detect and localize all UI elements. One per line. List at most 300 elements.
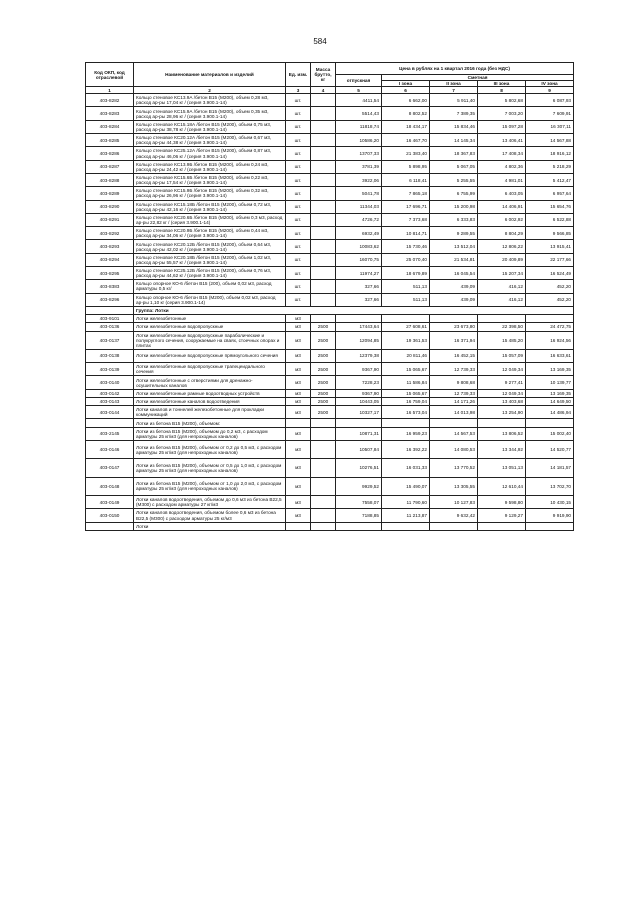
cell-zone-2-price: 14 567,53 <box>430 427 478 440</box>
cell-code: 403-8289 <box>86 187 134 200</box>
cell-zone-4-price: 18 916,12 <box>526 147 574 160</box>
table-row <box>86 349 574 362</box>
cell-zone-2-price: 5 255,55 <box>430 173 478 186</box>
cell-mass <box>311 227 336 240</box>
cell-zone-2-price: 21 534,81 <box>430 253 478 266</box>
cell-zone-1-price: 16 031,33 <box>382 459 430 477</box>
cell-code: 403-8290 <box>86 200 134 213</box>
cell-mass <box>311 134 336 147</box>
cell-unit: шт. <box>286 147 311 160</box>
cell-zone-3-price: 13 406,41 <box>478 134 526 147</box>
table-row <box>86 134 574 147</box>
cell-code: 403-8294 <box>86 253 134 266</box>
cell-release-price: 5514,43 <box>336 107 382 120</box>
group-title: Группа: Лотки <box>134 306 574 314</box>
cell-unit: шт. <box>286 94 311 107</box>
cell-zone-4-price: 5 218,29 <box>526 160 574 173</box>
cell-zone-3-price: 13 806,52 <box>478 427 526 440</box>
cell-name: Лотки железобетонные водопропускные прямоугольного сечения <box>134 349 286 362</box>
cell-release-price: 327,66 <box>336 293 382 306</box>
cell-zone-2-price <box>430 315 478 323</box>
column-index: 4 <box>311 87 336 94</box>
cell-unit: шт. <box>286 120 311 133</box>
cell-zone-2-price: 15 200,98 <box>430 200 478 213</box>
cell-name: Кольцо стеновое КС25.12Б /бетон В15 (М200), объем 0,76 м3, расход ар-ры 44,62 кг / (серия 3.900.1-14) <box>134 267 286 280</box>
cell-release-price: 10443,05 <box>336 397 382 405</box>
cell-name: Кольцо стеновое КС20.12Б /бетон В15 (М200), объем 0,64 м3, расход ар-ры 42,02 кг / (серия 3.900.1-14) <box>134 240 286 253</box>
cell-zone-3-price: 12 806,22 <box>478 240 526 253</box>
cell-zone-2-price <box>430 419 478 427</box>
cell-mass <box>311 200 336 213</box>
cell-zone-3-price: 15 485,20 <box>478 331 526 349</box>
cell-zone-1-price: 16 573,04 <box>382 406 430 419</box>
cell-name: Лотки железобетонные рамные водоотводных устройств <box>134 389 286 397</box>
cell-zone-2-price: 16 371,94 <box>430 331 478 349</box>
cell-zone-1-price <box>382 419 430 427</box>
cell-zone-1-price: 18 434,17 <box>382 120 430 133</box>
cell-zone-2-price: 6 333,83 <box>430 213 478 226</box>
cell-zone-1-price <box>382 315 430 323</box>
cell-name: Лотки из бетона В15 (М200), объемом: <box>134 419 286 427</box>
table-row <box>86 227 574 240</box>
table-row <box>86 397 574 405</box>
table-row <box>86 389 574 397</box>
cell-zone-3-price: 6 403,05 <box>478 187 526 200</box>
header-mass: Масса брутто, кг <box>311 63 336 87</box>
cell-release-price: 10586,20 <box>336 134 382 147</box>
cell-zone-2-price: 12 739,33 <box>430 363 478 376</box>
cell-zone-3-price: 15 057,09 <box>478 349 526 362</box>
cell-zone-2-price: 5 067,05 <box>430 160 478 173</box>
cell-unit: шт. <box>286 280 311 293</box>
cell-unit: м3 <box>286 389 311 397</box>
cell-unit: м3 <box>286 406 311 419</box>
cell-zone-3-price: 8 804,29 <box>478 227 526 240</box>
table-row <box>86 419 574 427</box>
cell-unit: шт. <box>286 213 311 226</box>
cell-release-price <box>336 522 382 530</box>
cell-zone-1-price: 6 662,00 <box>382 94 430 107</box>
cell-mass <box>311 293 336 306</box>
cell-code: 403-0136 <box>86 323 134 331</box>
cell-zone-2-price: 12 739,33 <box>430 389 478 397</box>
cell-unit: м3 <box>286 363 311 376</box>
cell-zone-4-price: 9 566,85 <box>526 227 574 240</box>
cell-mass <box>311 267 336 280</box>
cell-name: Лотки железобетонные <box>134 315 286 323</box>
cell-name: Кольцо стеновое КС13.9Б /бетон В15 (М200), объем 0,24 м3, расход ар-ры 24,42 кг / (серия 3.900.1-14) <box>134 160 286 173</box>
cell-unit: шт. <box>286 134 311 147</box>
cell-zone-4-price: 6 522,88 <box>526 213 574 226</box>
header-price-group: Цена в рублях на 1 квартал 2016 года (без НДС) <box>336 63 574 75</box>
cell-code: 403-8286 <box>86 147 134 160</box>
cell-code: 403-0146 <box>86 440 134 458</box>
header-unit: Ед. изм. <box>286 63 311 87</box>
cell-code: 403-8285 <box>86 134 134 147</box>
header-release: отпускная <box>336 75 382 87</box>
cell-code: 403-0150 <box>86 509 134 522</box>
cell-mass <box>311 253 336 266</box>
cell-name: Лотки из бетона В15 (М200), объемом от 1,0 до 2,0 м3, с расходом арматуры 25 кг/м3 (для непроходных каналов) <box>134 477 286 495</box>
cell-name: Лотки железобетонные водопропускные параболические и полукруглого сечения, сооружаемые на сваях, стоечных опорах и плитах <box>134 331 286 349</box>
cell-unit: шт. <box>286 173 311 186</box>
table-row <box>86 315 574 323</box>
cell-zone-4-price: 16 524,49 <box>526 267 574 280</box>
table-row <box>86 323 574 331</box>
cell-mass <box>311 160 336 173</box>
cell-release-price: 10871,31 <box>336 427 382 440</box>
cell-zone-4-price: 9 919,90 <box>526 509 574 522</box>
cell-release-price: 6932,49 <box>336 227 382 240</box>
cell-code: 403-8291 <box>86 213 134 226</box>
cell-unit: шт. <box>286 253 311 266</box>
header-name: Наименование материалов и изделий <box>134 63 286 87</box>
cell-zone-2-price: 14 080,53 <box>430 440 478 458</box>
cell-mass <box>311 477 336 495</box>
cell-mass <box>311 240 336 253</box>
cell-zone-4-price: 13 169,35 <box>526 363 574 376</box>
cell-zone-4-price <box>526 522 574 530</box>
cell-zone-2-price: 16 045,54 <box>430 267 478 280</box>
cell-zone-2-price: 13 305,55 <box>430 477 478 495</box>
cell-release-price <box>336 315 382 323</box>
cell-release-price: 13707,33 <box>336 147 382 160</box>
cell-zone-2-price: 439,09 <box>430 293 478 306</box>
cell-zone-1-price: 18 679,89 <box>382 267 430 280</box>
table-row <box>86 293 574 306</box>
cell-release-price: 12379,38 <box>336 349 382 362</box>
column-index: 5 <box>336 87 382 94</box>
cell-mass: 2500 <box>311 397 336 405</box>
header-zone-4: IV зона <box>526 81 574 87</box>
cell-zone-2-price: 9 632,42 <box>430 509 478 522</box>
table-row <box>86 173 574 186</box>
cell-unit: шт. <box>286 187 311 200</box>
cell-zone-2-price: 10 127,83 <box>430 496 478 509</box>
cell-code: 403-8296 <box>86 293 134 306</box>
cell-zone-4-price: 10 430,15 <box>526 496 574 509</box>
cell-unit: шт. <box>286 267 311 280</box>
cell-unit: м3 <box>286 427 311 440</box>
cell-zone-3-price: 5 802,68 <box>478 94 526 107</box>
cell-zone-1-price: 8 802,52 <box>382 107 430 120</box>
cell-zone-4-price: 5 412,47 <box>526 173 574 186</box>
cell-unit: м3 <box>286 440 311 458</box>
cell-mass <box>311 419 336 427</box>
cell-zone-3-price: 13 051,13 <box>478 459 526 477</box>
cell-zone-2-price: 7 389,35 <box>430 107 478 120</box>
cell-zone-3-price: 12 049,34 <box>478 363 526 376</box>
cell-unit: шт. <box>286 240 311 253</box>
price-table <box>85 62 574 531</box>
cell-mass: 2500 <box>311 331 336 349</box>
cell-zone-3-price: 12 049,34 <box>478 389 526 397</box>
cell-zone-1-price: 19 361,53 <box>382 331 430 349</box>
table-row <box>86 509 574 522</box>
cell-code: 403-8383 <box>86 280 134 293</box>
cell-release-price: 7558,07 <box>336 496 382 509</box>
table-row <box>86 213 574 226</box>
header-zone-2: II зона <box>430 81 478 87</box>
cell-unit: м3 <box>286 323 311 331</box>
table-row <box>86 94 574 107</box>
column-index: 2 <box>134 87 286 94</box>
cell-unit: м3 <box>286 315 311 323</box>
cell-zone-2-price: 14 013,98 <box>430 406 478 419</box>
table-row <box>86 200 574 213</box>
cell-zone-2-price: 13 770,52 <box>430 459 478 477</box>
cell-release-price: 10276,51 <box>336 459 382 477</box>
cell-code: 403-0138 <box>86 349 134 362</box>
cell-release-price: 4726,72 <box>336 213 382 226</box>
table-row <box>86 160 574 173</box>
cell-zone-4-price: 14 649,50 <box>526 397 574 405</box>
cell-zone-4-price: 14 181,57 <box>526 459 574 477</box>
header-zone-3: III зона <box>478 81 526 87</box>
header-estimate: Сметная <box>382 75 574 81</box>
cell-zone-4-price: 15 654,76 <box>526 200 574 213</box>
cell-zone-1-price: 6 118,41 <box>382 173 430 186</box>
cell-zone-3-price: 20 409,89 <box>478 253 526 266</box>
column-index: 9 <box>526 87 574 94</box>
cell-zone-1-price: 16 759,04 <box>382 397 430 405</box>
cell-zone-2-price: 439,09 <box>430 280 478 293</box>
cell-zone-1-price: 511,13 <box>382 280 430 293</box>
cell-zone-2-price <box>430 522 478 530</box>
column-index: 3 <box>286 87 311 94</box>
cell-name: Лотки железобетонные водопропускные трапецеидального сечения <box>134 363 286 376</box>
cell-unit: шт. <box>286 227 311 240</box>
cell-name: Лотки каналов водоотведения, объемом до 0,6 м3 из бетона В22,5 (М300) с расходом арматуры 27 кг/м3 <box>134 496 286 509</box>
cell-code: 403-8295 <box>86 267 134 280</box>
cell-zone-1-price: 11 586,84 <box>382 376 430 389</box>
column-index: 6 <box>382 87 430 94</box>
cell-zone-4-price: 14 520,77 <box>526 440 574 458</box>
cell-zone-3-price: 416,12 <box>478 280 526 293</box>
table-row <box>86 120 574 133</box>
table-row <box>86 496 574 509</box>
cell-code: 403-0149 <box>86 496 134 509</box>
cell-release-price: 9929,52 <box>336 477 382 495</box>
cell-zone-3-price: 9 598,80 <box>478 496 526 509</box>
table-row <box>86 147 574 160</box>
cell-name: Кольцо стеновое КС25.12А /бетон В15 (М200), объем 0,87 м3, расход ар-ры 46,06 кг / (серия 3.900.1-14) <box>134 147 286 160</box>
cell-zone-1-price: 11 790,60 <box>382 496 430 509</box>
table-row <box>86 280 574 293</box>
cell-zone-1-price: 7 865,18 <box>382 187 430 200</box>
table-row <box>86 477 574 495</box>
table-row <box>86 253 574 266</box>
cell-zone-3-price <box>478 315 526 323</box>
cell-zone-4-price: 6 087,93 <box>526 94 574 107</box>
cell-zone-1-price: 511,13 <box>382 293 430 306</box>
cell-name: Кольцо стеновое КС20.6Б /бетон В15 (М200), объем 0,3 м3, расход ар-ры 22,82 кг / (серия 3.900.1-14) <box>134 213 286 226</box>
cell-zone-1-price: 11 213,87 <box>382 509 430 522</box>
cell-mass <box>311 94 336 107</box>
cell-unit <box>286 522 311 530</box>
cell-mass <box>311 440 336 458</box>
cell-zone-1-price: 21 383,40 <box>382 147 430 160</box>
cell-zone-3-price <box>478 522 526 530</box>
column-index-row <box>86 87 574 94</box>
cell-code: 403-0142 <box>86 389 134 397</box>
cell-release-price: 7188,85 <box>336 509 382 522</box>
cell-zone-4-price: 7 609,91 <box>526 107 574 120</box>
cell-zone-1-price: 16 392,22 <box>382 440 430 458</box>
cell-code: 403-0137 <box>86 331 134 349</box>
cell-mass <box>311 496 336 509</box>
cell-zone-2-price: 14 171,26 <box>430 397 478 405</box>
cell-zone-3-price: 6 002,92 <box>478 213 526 226</box>
cell-zone-2-price: 5 911,40 <box>430 94 478 107</box>
cell-unit: м3 <box>286 376 311 389</box>
cell-code: 403-8284 <box>86 120 134 133</box>
column-index: 7 <box>430 87 478 94</box>
cell-zone-1-price: 25 070,40 <box>382 253 430 266</box>
cell-mass: 2500 <box>311 406 336 419</box>
cell-name: Кольцо стеновое КС20.9Б /бетон В15 (М200), объем 0,44 м3, расход ар-ры 34,06 кг / (серия 3.900.1-14) <box>134 227 286 240</box>
cell-zone-1-price: 15 065,67 <box>382 363 430 376</box>
cell-zone-1-price <box>382 522 430 530</box>
cell-name: Кольцо стеновое КС15.6Б /бетон В15 (М200), объем 0,22 м3, расход ар-ры 17,54 кг / (серия 3.900.1-14) <box>134 173 286 186</box>
cell-release-price: 10507,84 <box>336 440 382 458</box>
cell-release-price: 17443,64 <box>336 323 382 331</box>
cell-code: 403-0139 <box>86 363 134 376</box>
cell-unit: шт. <box>286 107 311 120</box>
cell-name: Лотки из бетона В15 (М200), объемом до 0,2 м3, с расходом арматуры 25 кг/м3 (для непроходных каналов) <box>134 427 286 440</box>
cell-code: 403-8282 <box>86 94 134 107</box>
cell-zone-3-price <box>478 419 526 427</box>
cell-code: 403-0148 <box>86 477 134 495</box>
cell-name: Лотки <box>134 522 286 530</box>
cell-zone-3-price: 9 277,41 <box>478 376 526 389</box>
cell-name: Лотки каналов и тоннелей железобетонные для прокладки коммуникаций <box>134 406 286 419</box>
table-body <box>86 94 574 531</box>
page-number: 584 <box>313 37 327 46</box>
cell-mass <box>311 509 336 522</box>
table-row <box>86 427 574 440</box>
cell-name: Лотки железобетонные с отверстиями для дренажно-осушительных каналов <box>134 376 286 389</box>
cell-unit: шт. <box>286 160 311 173</box>
cell-zone-3-price: 4 802,36 <box>478 160 526 173</box>
cell-zone-3-price: 12 610,44 <box>478 477 526 495</box>
cell-release-price: 4411,54 <box>336 94 382 107</box>
cell-zone-1-price: 16 959,23 <box>382 427 430 440</box>
cell-code: 403-0144 <box>86 406 134 419</box>
cell-zone-4-price: 16 307,11 <box>526 120 574 133</box>
cell-unit: м3 <box>286 477 311 495</box>
cell-zone-4-price: 15 002,40 <box>526 427 574 440</box>
cell-name: Лотки из бетона В15 (М200), объемом от 0,5 до 1,0 м3, с расходом арматуры 25 кг/м3 (для непроходных каналов) <box>134 459 286 477</box>
cell-release-price: 11818,74 <box>336 120 382 133</box>
cell-zone-2-price: 23 673,80 <box>430 323 478 331</box>
cell-mass <box>311 147 336 160</box>
cell-zone-4-price: 6 957,64 <box>526 187 574 200</box>
table-row <box>86 187 574 200</box>
cell-unit: м3 <box>286 331 311 349</box>
cell-zone-1-price: 16 467,70 <box>382 134 430 147</box>
column-index: 8 <box>478 87 526 94</box>
cell-zone-2-price: 6 755,99 <box>430 187 478 200</box>
table-row <box>86 363 574 376</box>
cell-unit: м3 <box>286 459 311 477</box>
cell-release-price: 5041,78 <box>336 187 382 200</box>
cell-zone-2-price: 15 834,46 <box>430 120 478 133</box>
cell-name: Лотки железобетонные водопропускные <box>134 323 286 331</box>
cell-release-price: 9367,90 <box>336 389 382 397</box>
cell-mass: 2500 <box>311 376 336 389</box>
cell-zone-2-price: 16 452,15 <box>430 349 478 362</box>
cell-name: Кольцо опорное КО-6 /бетон В15 (200), объем 0,02 м3, расход арматуры 0,5 кг/ <box>134 280 286 293</box>
cell-release-price: 12094,85 <box>336 331 382 349</box>
cell-zone-1-price: 27 608,61 <box>382 323 430 331</box>
cell-zone-4-price: 452,20 <box>526 280 574 293</box>
cell-release-price: 3781,39 <box>336 160 382 173</box>
cell-name: Кольцо стеновое КС20.18Б /бетон В15 (М200), объем 1,02 м3, расход ар-ры 55,57 кг / (серия 3.900.1-14) <box>134 253 286 266</box>
cell-zone-4-price: 24 472,75 <box>526 323 574 331</box>
table-row <box>86 459 574 477</box>
cell-zone-4-price <box>526 419 574 427</box>
cell-mass: 2500 <box>311 349 336 362</box>
cell-release-price <box>336 419 382 427</box>
cell-mass <box>311 213 336 226</box>
cell-zone-4-price <box>526 315 574 323</box>
table-row <box>86 440 574 458</box>
cell-zone-4-price: 16 633,61 <box>526 349 574 362</box>
table-row <box>86 376 574 389</box>
cell-mass <box>311 459 336 477</box>
cell-name: Лотки железобетонные каналов водоотведения <box>134 397 286 405</box>
cell-release-price: 10327,17 <box>336 406 382 419</box>
cell-zone-3-price: 9 129,27 <box>478 509 526 522</box>
cell-code: 403-8283 <box>86 107 134 120</box>
cell-release-price: 9367,90 <box>336 363 382 376</box>
cell-name: Кольцо опорное КО-6 /бетон В15 (М200), объем 0,02 м3, расход ар-ры 1,10 кг (серия 3.900.1-14) <box>134 293 286 306</box>
cell-mass: 2500 <box>311 363 336 376</box>
cell-code: 403-0143 <box>86 397 134 405</box>
cell-mass: 2500 <box>311 389 336 397</box>
cell-code <box>86 419 134 427</box>
cell-release-price: 3922,06 <box>336 173 382 186</box>
cell-zone-2-price: 13 512,04 <box>430 240 478 253</box>
cell-mass <box>311 315 336 323</box>
cell-zone-2-price: 9 808,68 <box>430 376 478 389</box>
cell-release-price: 7228,23 <box>336 376 382 389</box>
cell-zone-2-price: 14 145,34 <box>430 134 478 147</box>
cell-name: Кольцо стеновое КС15.18А /бетон В15 (М200), объем 0,75 м3, расход ар-ры 38,78 кг / (серия 3.900.1-14) <box>134 120 286 133</box>
cell-code: 403-0140 <box>86 376 134 389</box>
cell-zone-3-price: 17 408,34 <box>478 147 526 160</box>
cell-unit: м3 <box>286 496 311 509</box>
cell-zone-3-price: 13 254,90 <box>478 406 526 419</box>
cell-unit: м3 <box>286 397 311 405</box>
cell-zone-1-price: 10 814,71 <box>382 227 430 240</box>
cell-zone-1-price: 15 490,07 <box>382 477 430 495</box>
cell-zone-4-price: 452,20 <box>526 293 574 306</box>
cell-zone-3-price: 13 403,68 <box>478 397 526 405</box>
cell-name: Кольцо стеновое КС15.9А /бетон В15 (М200), объем 0,35 м3, расход ар-ры 28,96 кг / (серия 3.900.1-14) <box>134 107 286 120</box>
cell-code: 403-8292 <box>86 227 134 240</box>
cell-release-price: 11344,03 <box>336 200 382 213</box>
cell-zone-1-price: 15 730,46 <box>382 240 430 253</box>
cell-name: Лотки каналов водоотведения, объемом более 0,6 м3 из бетона В22,5 (М300) с расходом арматуры 25 кг/м3 <box>134 509 286 522</box>
cell-code: 403-0147 <box>86 459 134 477</box>
header-code: Код ОКП, код отраслевой <box>86 63 134 87</box>
cell-mass <box>311 427 336 440</box>
cell-zone-1-price: 7 373,68 <box>382 213 430 226</box>
cell-zone-4-price: 13 169,35 <box>526 389 574 397</box>
cell-zone-1-price: 20 811,46 <box>382 349 430 362</box>
